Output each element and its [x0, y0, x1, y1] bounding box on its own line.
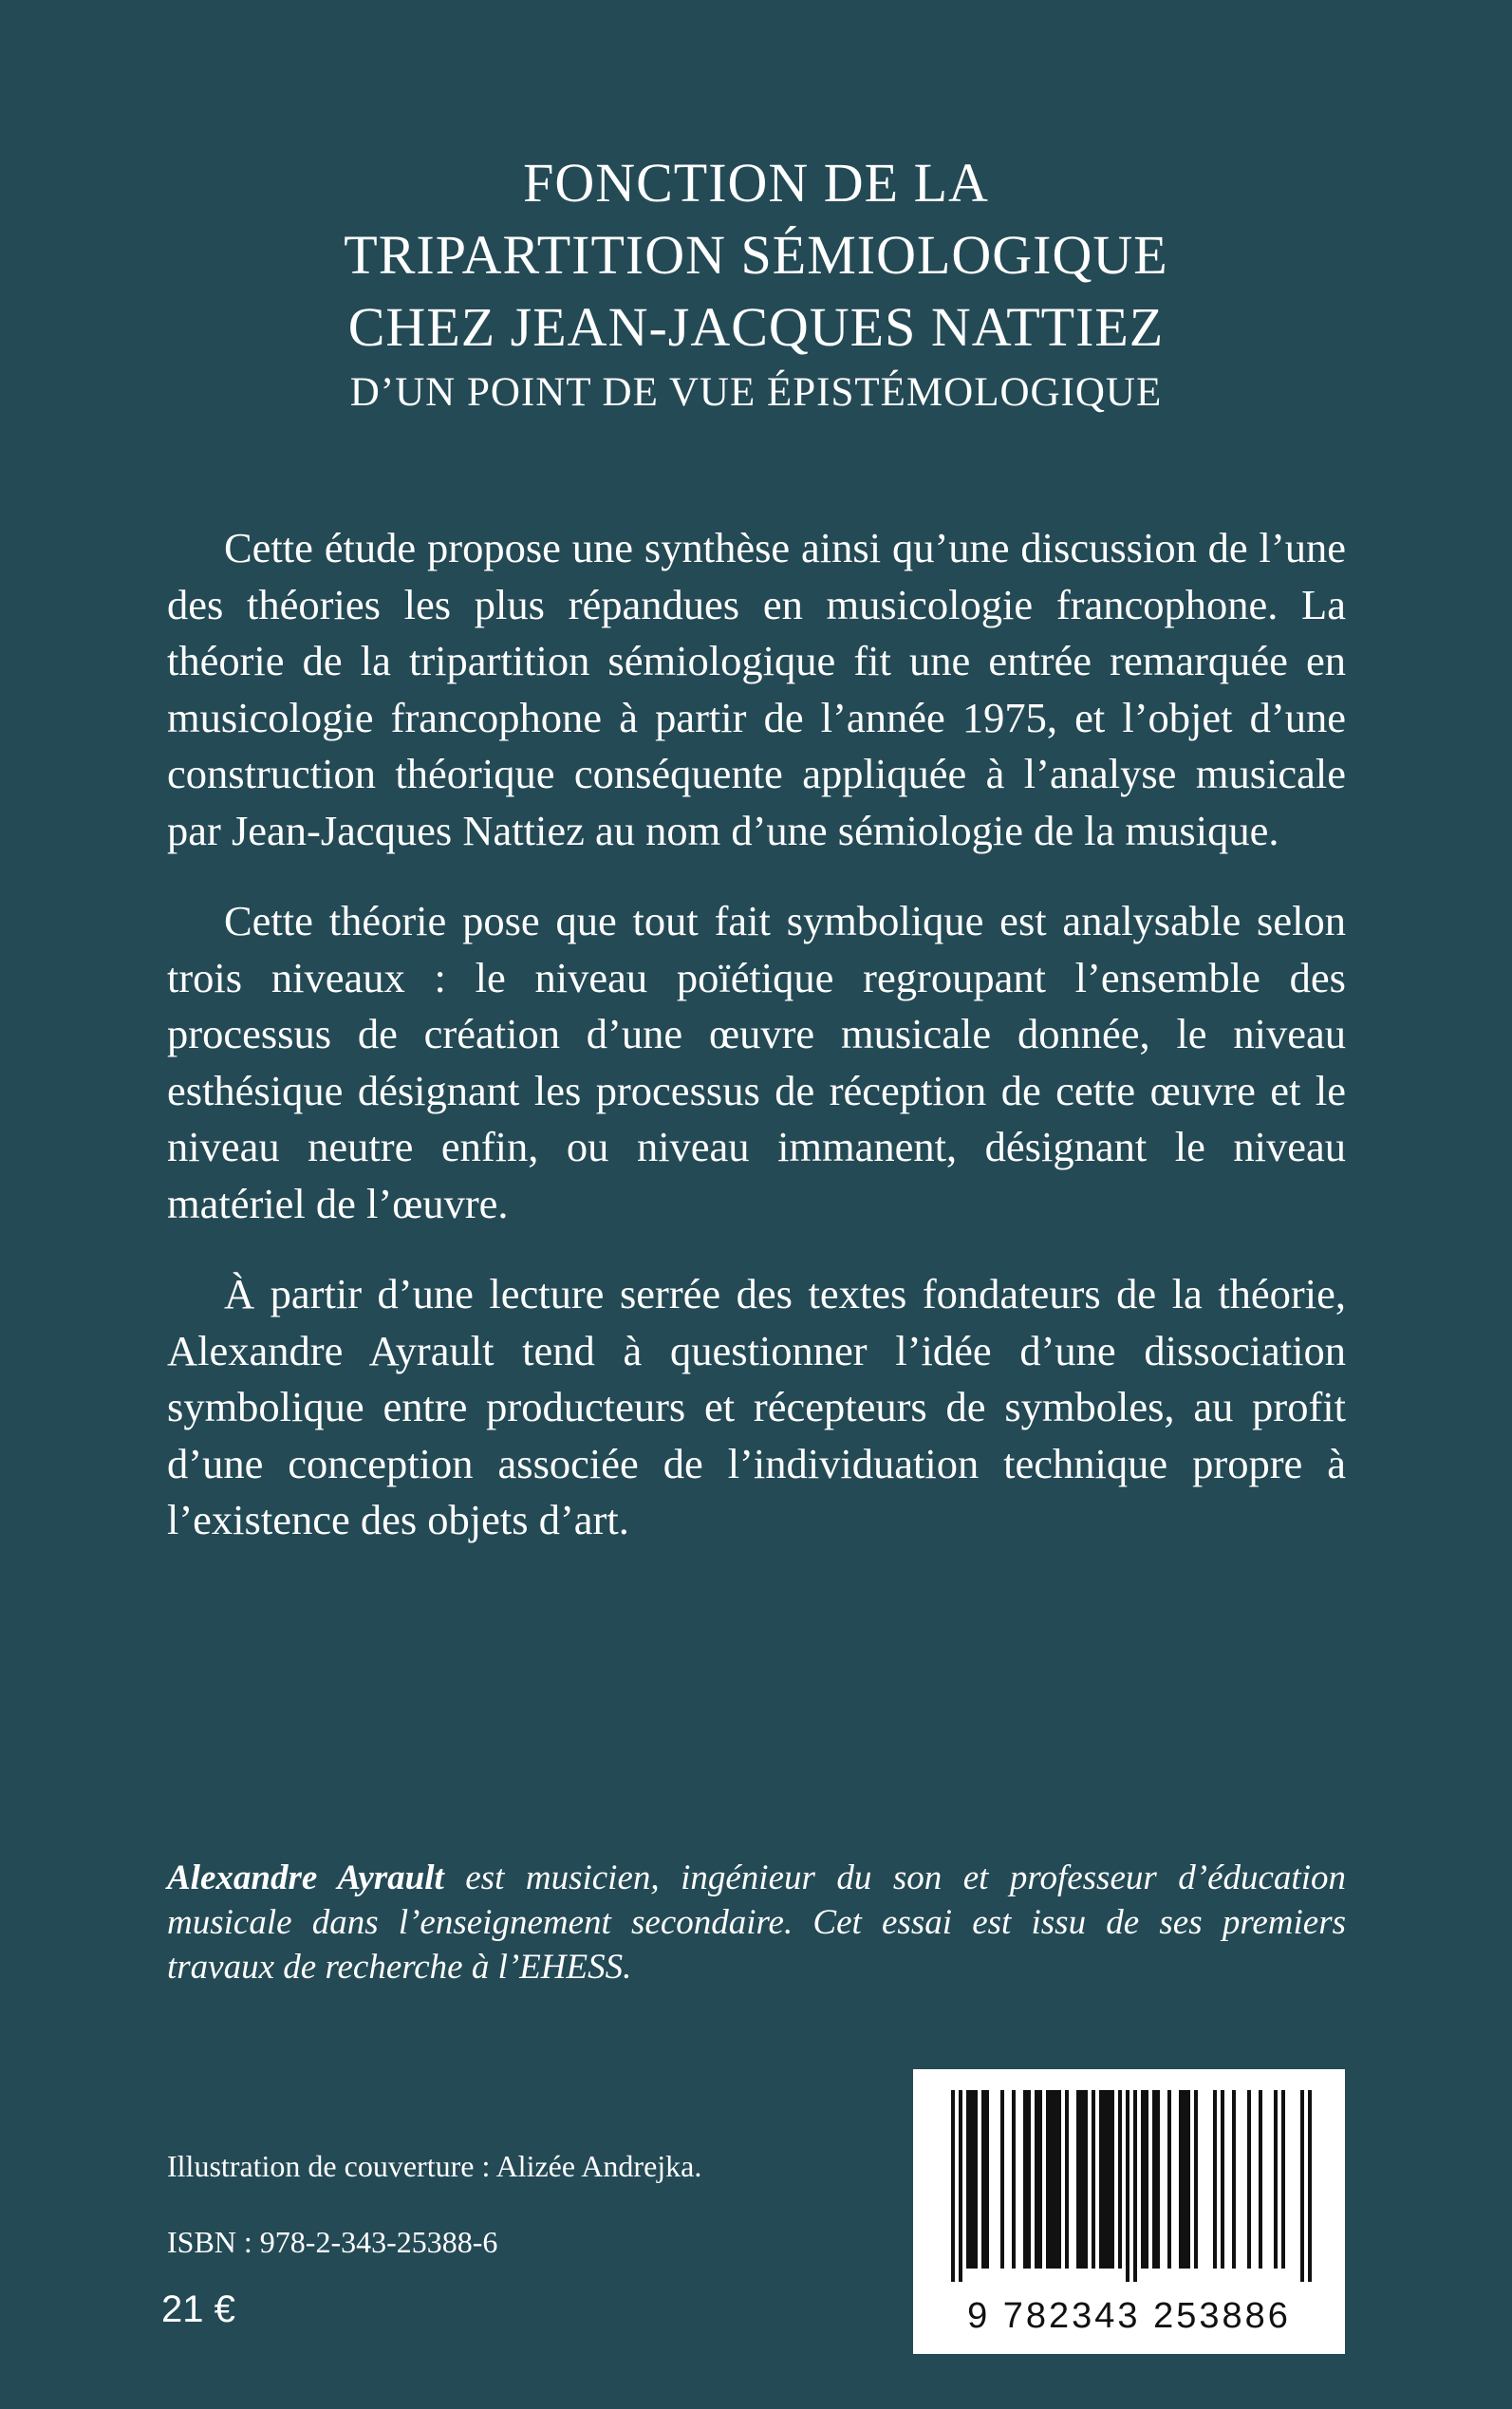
barcode-bar: [1308, 2090, 1312, 2282]
barcode-bar: [1300, 2090, 1304, 2282]
barcode-bar: [1027, 2090, 1031, 2269]
barcode-bar: [1167, 2090, 1171, 2269]
barcode-bar: [1035, 2090, 1038, 2269]
barcode-bar: [1259, 2090, 1262, 2269]
barcode-bar: [1186, 2090, 1190, 2269]
barcode-bar: [1099, 2090, 1103, 2269]
price: 21 €: [161, 2288, 235, 2330]
barcode-bar: [1103, 2090, 1107, 2269]
barcode-bar: [1247, 2090, 1251, 2269]
title-line-2: TRIPARTITION SÉMIOLOGIQUE: [344, 224, 1168, 286]
barcode-bar: [1213, 2090, 1217, 2269]
barcode-bar: [1152, 2090, 1156, 2269]
barcode-bar: [1057, 2090, 1061, 2269]
title-block: [0, 147, 1512, 420]
barcode-bar: [1084, 2090, 1088, 2269]
barcode-bar: [1194, 2090, 1198, 2269]
barcode-bar: [981, 2090, 985, 2269]
barcode-bar: [974, 2090, 978, 2269]
barcode-bar: [1145, 2090, 1148, 2269]
barcode-bar: [1156, 2090, 1160, 2269]
barcode-bar: [1080, 2090, 1084, 2269]
barcode-bar: [1092, 2090, 1095, 2269]
summary-text: [167, 520, 1346, 1583]
illustration-credit: Illustration de couverture : Alizée Andrejka.: [167, 2149, 702, 2183]
author-bio: [167, 1856, 1346, 1989]
subtitle: D’UN POINT DE VUE ÉPISTÉMOLOGIQUE: [349, 370, 1163, 415]
barcode-bar: [951, 2090, 955, 2282]
barcode-bar: [1050, 2090, 1054, 2269]
barcode-bar: [1046, 2090, 1050, 2269]
barcode-bar: [1012, 2090, 1016, 2269]
barcode-bar: [1141, 2090, 1145, 2269]
barcode-bar: [1274, 2090, 1278, 2269]
barcode-bar: [985, 2090, 989, 2269]
barcode-bar: [1076, 2090, 1080, 2269]
barcode-bar: [1023, 2090, 1027, 2269]
isbn: ISBN : 978-2-343-25388-6: [167, 2225, 498, 2259]
barcode-bar: [1118, 2090, 1122, 2269]
barcode-bar: [1107, 2090, 1111, 2269]
title-line-1: FONCTION DE LA: [523, 152, 989, 214]
barcode-bar: [1000, 2090, 1004, 2269]
barcode-bar: [959, 2090, 962, 2282]
summary-paragraph-1: Cette étude propose une synthèse ainsi qu’une discussion de l’une des théories les plus répandues en musicologie francophone. La théorie de la tripartition sémiologique fit une entrée remarquée en musicologie francophone à partir de l’année 1975, et l’objet d’une construction théorique conséquente appliquée à l’analyse musicale par Jean-Jacques Nattiez au nom d’une sémiologie de la musique.: [167, 524, 1346, 854]
author-name: Alexandre Ayrault: [167, 1858, 444, 1897]
barcode-digits: 9 782343 253886: [967, 2296, 1291, 2336]
title-line-3: CHEZ JEAN-JACQUES NATTIEZ: [347, 296, 1165, 358]
barcode-bar: [1111, 2090, 1114, 2269]
barcode-bar: [1065, 2090, 1069, 2269]
author-bio-text: est musicien, ingénieur du son et professeur d’éducation musicale dans l’enseignement secondaire. Cet essai est issu de ses premiers travaux de recherche à l’EHESS.: [167, 1858, 1346, 1987]
barcode-bar: [1183, 2090, 1186, 2269]
barcode-bar: [1133, 2090, 1137, 2282]
barcode-bar: [1221, 2090, 1224, 2269]
barcode-bar: [1038, 2090, 1042, 2269]
barcode-bar: [966, 2090, 970, 2269]
barcode-bar: [1232, 2090, 1236, 2269]
barcode-bar: [1179, 2090, 1183, 2269]
summary-paragraph-3: À partir d’une lecture serrée des textes fondateurs de la théorie, Alexandre Ayrault tend à questionner l’idée d’une dissociation symbolique entre producteurs et récepteurs de symboles, au profit d’une conception associée de l’individuation technique propre à l’existence des objets d’art.: [167, 1270, 1346, 1543]
barcode-bar: [970, 2090, 974, 2269]
barcode-bar: [1281, 2090, 1285, 2269]
barcode-bar: [1126, 2090, 1129, 2282]
summary-paragraph-2: Cette théorie pose que tout fait symbolique est analysable selon trois niveaux : le niveau poïétique regroupant l’ensemble des processus de création d’une œuvre musicale donnée, le niveau esthésique désignant les processus de réception de cette œuvre et le niveau neutre enfin, ou niveau immanent, désignant le niveau matériel de l’œuvre.: [167, 897, 1346, 1227]
barcode: [913, 2069, 1345, 2354]
barcode-bar: [1054, 2090, 1057, 2269]
